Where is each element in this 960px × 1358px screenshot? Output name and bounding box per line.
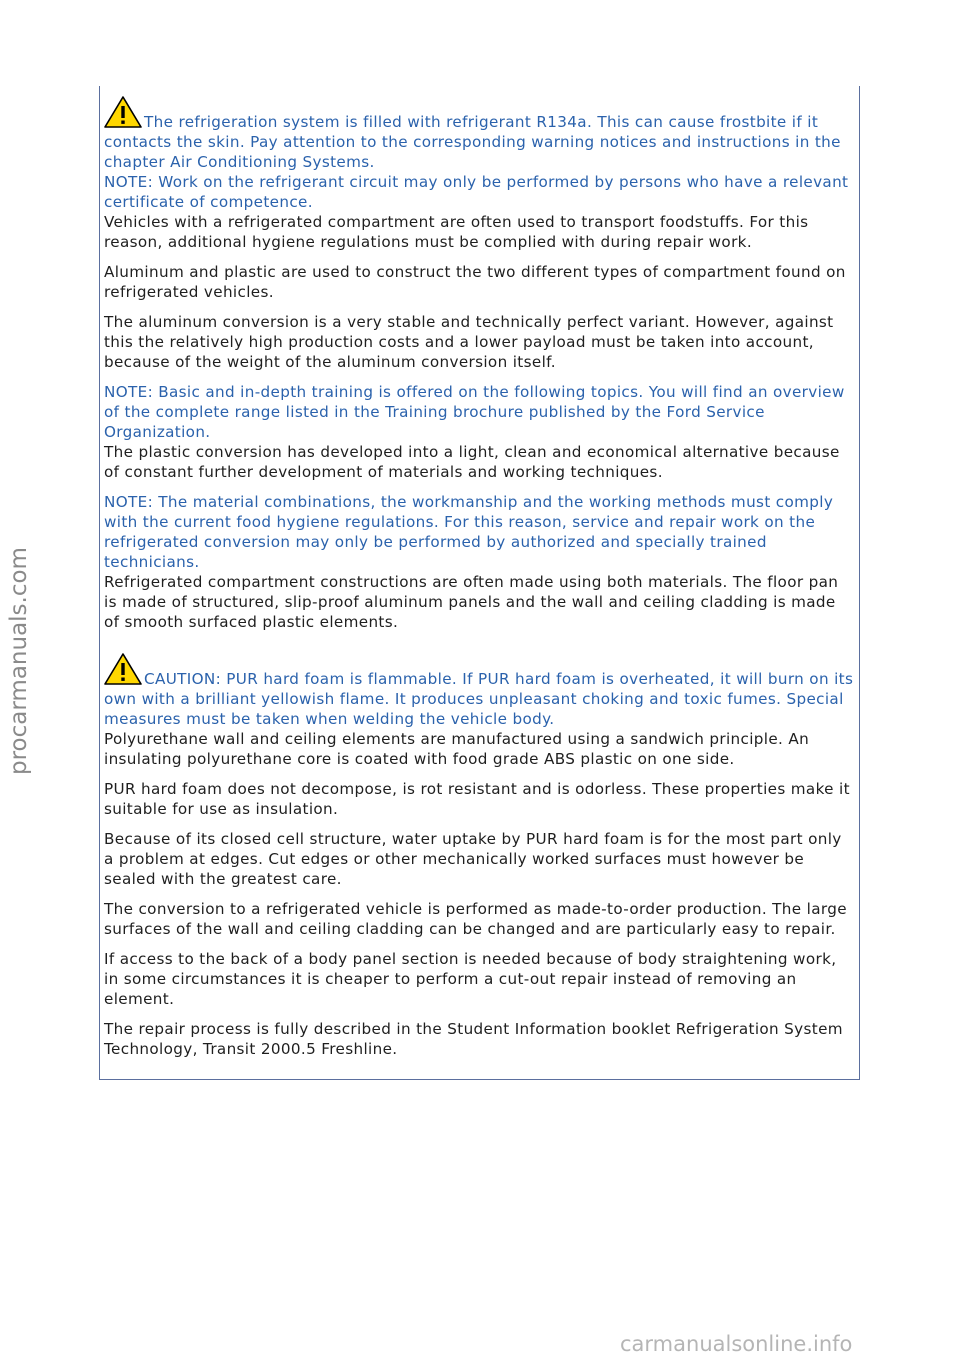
body-paragraph: The repair process is fully described in the Student Information booklet Refrigeration System Technology, Transit 2000.5 Freshline. [104, 1020, 843, 1058]
note-certificate: NOTE: Work on the refrigerant circuit may only be performed by persons who have a relevant certificate of competence. [104, 173, 849, 211]
body-paragraph: Because of its closed cell structure, water uptake by PUR hard foam is for the most part only a problem at edges. Cut edges or other mechanically worked surfaces must however be sealed with the greatest care. [104, 830, 842, 888]
body-paragraph: The plastic conversion has developed into a light, clean and economical alternative because of constant further development of materials and working techniques. [104, 443, 840, 481]
footer-watermark: carmanualsonline.info [620, 1332, 853, 1356]
caution-pur-foam: CAUTION: PUR hard foam is flammable. If PUR hard foam is overheated, it will burn on its own with a brilliant yellowish flame. It produces unpleasant choking and toxic fumes. Special measures must be taken when welding the vehicle body. [104, 653, 856, 729]
manual-page-content [104, 96, 856, 1059]
note-hygiene: NOTE: The material combinations, the workmanship and the working methods must comply with the current food hygiene regulations. For this reason, service and repair work on the refrigerated conversion may only be performed by authorized and specially trained technicians. [104, 493, 834, 571]
body-paragraph: If access to the back of a body panel section is needed because of body straightening work, in some circumstances it is cheaper to perform a cut-out repair instead of removing an element. [104, 950, 837, 1008]
body-paragraph: Polyurethane wall and ceiling elements are manufactured using a sandwich principle. An insulating polyurethane core is coated with food grade ABS plastic on one side. [104, 730, 810, 768]
body-paragraph: Vehicles with a refrigerated compartment are often used to transport foodstuffs. For this reason, additional hygiene regulations must be complied with during repair work. [104, 213, 809, 251]
side-watermark: procarmanuals.com [6, 547, 32, 775]
body-paragraph: PUR hard foam does not decompose, is rot resistant and is odorless. These properties make it suitable for use as insulation. [104, 780, 850, 818]
warning-triangle-icon [104, 653, 142, 685]
body-paragraph: Refrigerated compartment constructions are often made using both materials. The floor pan is made of structured, slip-proof aluminum panels and the wall and ceiling cladding is made of smooth surfaced plastic elements. [104, 573, 839, 631]
warning-triangle-icon [104, 96, 142, 128]
note-training: NOTE: Basic and in-depth training is offered on the following topics. You will find an overview of the complete range listed in the Training brochure published by the Ford Service Organization. [104, 383, 845, 441]
body-paragraph: Aluminum and plastic are used to construct the two different types of compartment found on refrigerated vehicles. [104, 263, 846, 301]
body-paragraph: The conversion to a refrigerated vehicle is performed as made-to-order production. The large surfaces of the wall and ceiling cladding can be changed and are particularly easy to repair. [104, 900, 847, 938]
warning-refrigerant: The refrigeration system is filled with refrigerant R134a. This can cause frostbite if it contacts the skin. Pay attention to the corresponding warning notices and instructions in the chapter Air Conditioning Systems. [104, 96, 856, 172]
body-paragraph: The aluminum conversion is a very stable and technically perfect variant. However, against this the relatively high production costs and a lower payload must be taken into account, because of the weight of the aluminum conversion itself. [104, 313, 834, 371]
